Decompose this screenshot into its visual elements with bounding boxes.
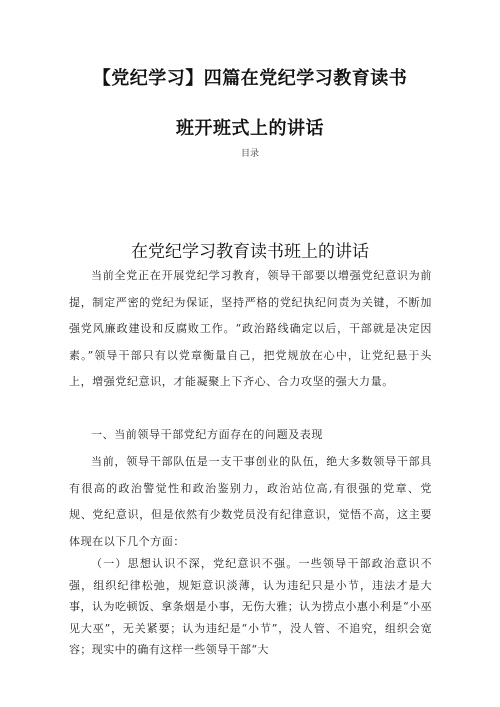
document-title-line-1: 【党纪学习】四篇在党纪学习教育读书 [92, 68, 408, 89]
body-paragraph: 当前，领导干部队伍是一支干事创业的队伍，绝大多数领导干部具有很高的政治警觉性和政治鉴别力，政治站位高,有很强的党章、党规、党纪意识，但是依然有少数党员没有纪律意识，觉悟不高，这主要体现在以下几个方面： [69, 455, 432, 548]
document-title-line-2: 班开班式上的讲话 [176, 118, 324, 139]
subheading: 一、当前领导干部党纪方面存在的问题及表现 [91, 428, 323, 441]
body-paragraph-block-1 [69, 263, 432, 396]
body-paragraph-block-3 [69, 553, 432, 661]
section-title: 在党纪学习教育读书班上的讲话 [131, 242, 369, 262]
body-paragraph: 当前全党正在开展党纪学习教育，领导干部要以增强党纪意识为前提，制定严密的党纪为保证，坚持严格的党纪执纪问责为关键，不断加强党风廉政建设和反腐败工作。“政治路线确定以后，干部就是决定因素。”领导干部只有以党章衡量自己，把党规放在心中，让党纪悬于头上，增强党纪意识，才能凝聚上下齐心、合力攻坚的强大力量。 [69, 269, 432, 388]
table-of-contents-label: 目录 [240, 149, 259, 159]
subheading-block [69, 422, 432, 449]
body-paragraph: （一）思想认识不深，党纪意识不强。一些领导干部政治意识不强，组织纪律松弛，规矩意识淡薄，认为违纪只是小节，违法才是大事，认为吃顿饭、拿条烟是小事，无伤大雅；认为捞点小惠小利是“小巫见大巫”，无关紧要；认为违纪是“小节”，没人管、不追究，组织会宽容；现实中的确有这样一些领导干部“大 [69, 557, 432, 656]
body-paragraph-block-2 [69, 449, 432, 555]
